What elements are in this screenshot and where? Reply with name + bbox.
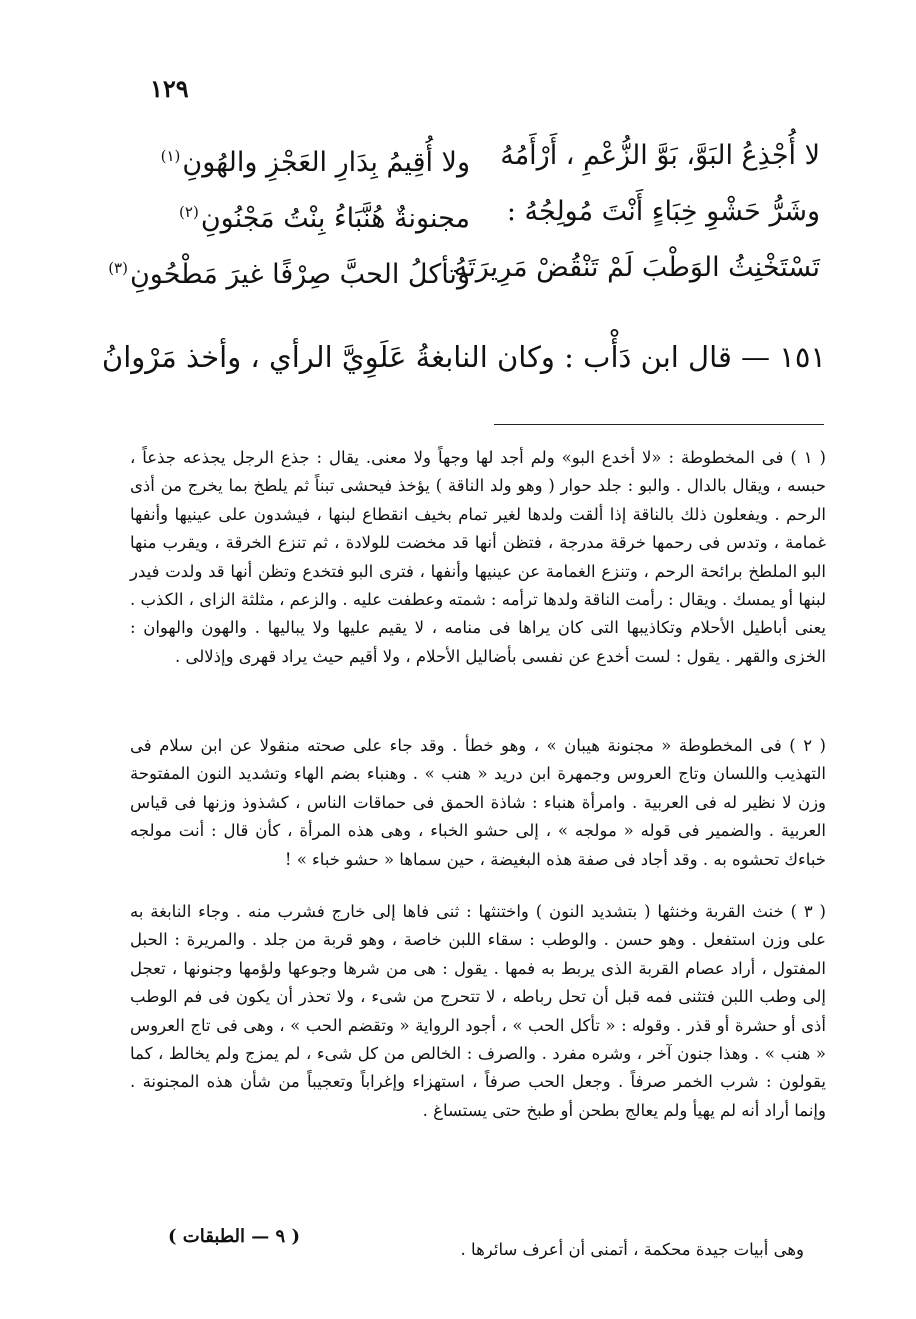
verse-3-second-text: وتأكلُ الحبَّ صِرْفًا غيرَ مَطْحُونِ: [129, 259, 470, 290]
footnote-separator: [494, 424, 824, 425]
footnotes-section: [130, 444, 826, 1264]
footnote-3: ( ٣ ) خنث القربة وخنثها ( بتشديد النون ) واختنثها : ثنى فاها إلى خارج فشرب منه . وجاء النابغة به على وزن استفعل . وهو حسن . والوطب : سقاء اللبن خاصة ، وهو قربة من جلد . والمريرة : الحبل المفتول ، أراد عصام القربة الذى يربط به فمها . يقول : هى من شرها وجوعها ولؤمها وجنونها ، تعجل إلى وطب اللبن فتثنى فمه قبل أن تحل رباطه ، لا تتحرج من شىء ، ولا تحذر أن يكون فى فم الوطب أذى أو حشرة أو قذر . وقوله : « تأكل الحب » ، أجود الرواية « وتقضم الحب » ، وهى فى تاج العروس « هنب » . وهذا جنون آخر ، وشره مفرد . والصرف : الخالص من كل شىء ، لم يمزج ولم يخالط ، كما يقولون : شرب الخمر صرفاً . وجعل الحب صرفاً ، استهزاء وإغراباً وتعجيباً من شأن هذه المجنونة . وإنما أراد أنه لم يهيأ ولم يعالج بطحن أو طبخ حتى يستساغ .: [130, 902, 826, 1120]
footnote-1: ( ١ ) فى المخطوطة : «لا أخدع البو» ولم أجد لها وجهاً ولا معنى. يقال : جذع الرجل يجذعه جذعاً ، حبسه ، ويقال بالدال . والبو : جلد حوار ( وهو ولد الناقة ) يؤخذ فيحشى تبناً ثم يلطخ بما يخرج من أذى الرحم . ويفعلون ذلك بالناقة إذا ألقت ولدها لغير تمام بخيف انقطاع لبنها ، فيشدون على عينيها وأنفها غمامة ، وتدس فى رحمها خرقة مدرجة ، فتظن أنها قد مخضت للولادة ، ثم تنزع الخرقة ، ويقرب منها البو الملطخ برائحة الرحم ، وتنزع الغمامة عن عينيها وأنفها ، فترى البو فتخدع وتظن أنها قد ولدت فيدر لبنها أو يمسك . ويقال : رأمت الناقة ولدها ترأمه : شمته وعطفت عليه . والزعم ، مثلثة الزاى ، الكذب . يعنى أباطيل الأحلام وتكاذيبها التى كان يراها فى منامه ، لا يقيم عليها ولا يباليها . والهون والهوان : الخزى والقهر . يقول : لست أخدع عن نفسى بأضاليل الأحلام ، ولا أقيم حيث يراد قهرى وإذلالى .: [130, 448, 826, 666]
verse-2-second-hemistich: [120, 184, 470, 247]
verse-2-footnote-marker: (٢): [179, 203, 199, 221]
verse-3-second-hemistich: [108, 240, 470, 303]
verse-2-second-text: مجنونةٌ هُنَّبَاءُ بِنْتُ مَجْنُونِ: [200, 203, 470, 234]
verse-2-first-hemistich: وشَرُّ حَشْوِ خِبَاءٍ أَنْتَ مُولِجُهُ :: [506, 196, 820, 227]
verse-3-footnote-marker: (٣): [108, 259, 128, 277]
footnote-3-closing-line: وهى أبيات جيدة محكمة ، أتمنى أن أعرف سائرها .: [460, 1240, 804, 1259]
verse-3-first-hemistich: تَسْتَخْنِثُ الوَطْبَ لَمْ تَنْقُضْ مَرِيرَتَهُ: [453, 252, 820, 283]
item-151-heading: ١٥١ — قال ابن دَأْب : وكان النابغةُ عَلَوِيَّ الرأي ، وأخذ مَرْوانُ: [101, 340, 826, 374]
page-number: ١٢٩: [150, 74, 189, 103]
verse-1-first-hemistich: لا أُجْذِعُ البَوَّ، بَوَّ الزُّعْمِ ، أَرْأَمُهُ: [500, 140, 820, 171]
verse-line-1: [120, 128, 820, 184]
poem-verses: [108, 128, 820, 296]
verse-line-2: [120, 184, 820, 240]
signature-mark: ( ٩ — الطبقات ): [168, 1226, 301, 1247]
verse-1-second-text: ولا أُقِيمُ بِدَارِ العَجْزِ والهُونِ: [182, 147, 470, 178]
verse-1-footnote-marker: (١): [160, 147, 181, 165]
footnote-2: ( ٢ ) فى المخطوطة « مجنونة هيبان » ، وهو خطأ . وقد جاء على صحته منقولا عن ابن سلام فى التهذيب واللسان وتاج العروس وجمهرة ابن دريد « هنب » . وهنباء بضم الهاء وتشديد النون المفتوحة وزن لا نظير له فى العربية . وامرأة هنباء : شاذة الحمق فى حماقات الناس ، كشذوذ وزنها فى قياس العربية . والضمير فى قوله « مولجه » ، إلى حشو الخباء ، وهى هذه المرأة ، كأن قال : أنت مولجه خباءك تحشوه به . وقد أجاد فى صفة هذه البغيضة ، حين سماها « حشو خباء » !: [130, 736, 826, 869]
verse-line-3: [108, 240, 820, 296]
verse-1-second-hemistich: [120, 128, 470, 191]
